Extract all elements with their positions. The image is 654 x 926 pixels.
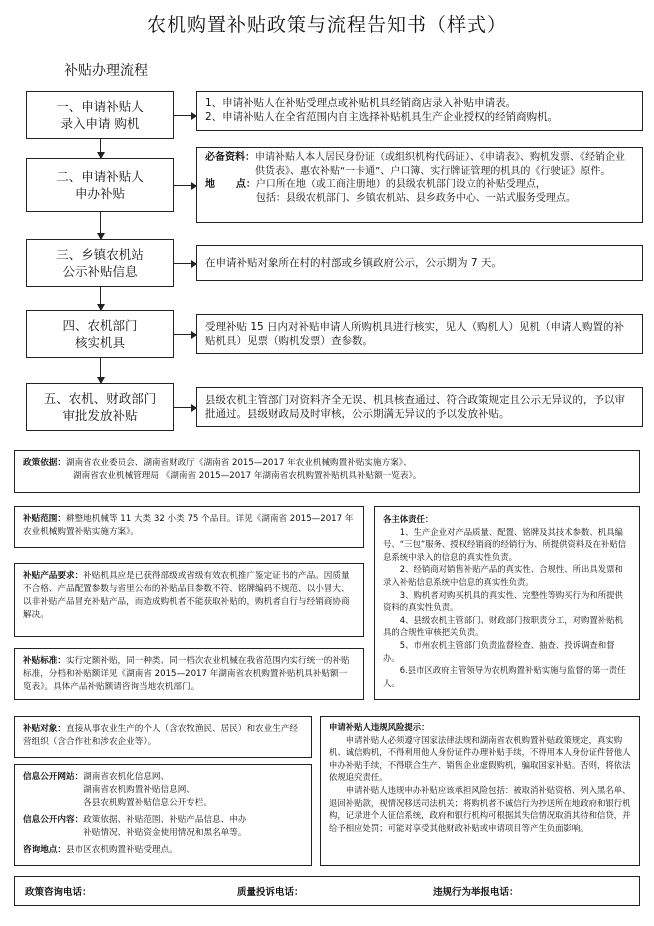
step-2-description bbox=[196, 147, 643, 223]
arrow-right-icon bbox=[174, 407, 196, 408]
step-4-box: 四、农机部门 核实机具 bbox=[26, 310, 174, 358]
report-phone-label: 违规行为举报电话： bbox=[433, 887, 519, 898]
step-5-box: 五、农机、财政部门 审批发放补贴 bbox=[26, 383, 174, 431]
info-content-label: 信息公开内容： bbox=[23, 815, 84, 825]
step-1-box: 一、申请补贴人 录入申请 购机 bbox=[26, 91, 174, 139]
info-sites-label: 信息公开网站： bbox=[23, 772, 84, 782]
product-requirements-box bbox=[14, 563, 364, 637]
responsibility-item: 4、县级农机主管部门、财政部门按职责分工，对购置补贴机具的合规性审核把关负责。 bbox=[383, 614, 623, 638]
section-title: 补贴办理流程 bbox=[64, 63, 148, 79]
policy-basis-label: 政策依据： bbox=[23, 458, 66, 468]
info-site-item: 各县农机购置补贴信息公开专栏。 bbox=[83, 798, 213, 808]
subsidy-standard-text: 实行定额补贴，同一种类、同一档次农业机械在我省范围内实行统一的补贴标准，分档和补贴额详见《湖南省 2015—2017 年湖南省农机购置补贴机具补贴额一览表》。具体产品补贴额请咨询当地农机部门。 bbox=[23, 656, 350, 692]
responsibility-item: 5、市州农机主管部门负责监督检查、抽查、投诉调查和督办。 bbox=[383, 639, 615, 663]
arrow-down-icon bbox=[100, 358, 101, 383]
step-5-text: 县级农机主管部门对资料齐全无误、机具核查通过、符合政策规定且公示无异议的，予以审批通过。县级财政局及时审核，公示期满无异议的予以发放补贴。 bbox=[205, 394, 625, 420]
subsidy-standard-label: 补贴标准： bbox=[23, 656, 66, 666]
policy-basis-box bbox=[14, 450, 640, 493]
step-3-text: 在申请补贴对象所在村的村部或乡镇政府公示，公示期为 7 天。 bbox=[205, 257, 502, 269]
policy-basis-line-1: 湖南省农业委员会、湖南省财政厅《湖南省 2015—2017 年农业机械购置补贴实施方案》、 bbox=[65, 458, 412, 468]
step-1-line-1: 1、申请补贴人在补贴受理点或补贴机具经销商店录入补贴申请表。 bbox=[205, 97, 517, 109]
responsibility-item: 3、购机者对购买机具的真实性、完整性等购买行为和所提供资料的真实性负责。 bbox=[383, 589, 623, 613]
place-text-2: 包括：县级农机部门、乡镇农机站、县乡政务中心、一站式服务受理点。 bbox=[255, 192, 576, 204]
responsibilities-box bbox=[374, 506, 640, 700]
product-requirements-label: 补贴产品要求： bbox=[23, 571, 84, 581]
arrow-right-icon bbox=[174, 334, 196, 335]
consult-phone-label: 政策咨询电话： bbox=[25, 887, 92, 898]
info-disclosure-box bbox=[14, 764, 312, 866]
step-5-description bbox=[196, 387, 643, 427]
policy-basis-line-2: 湖南省农业机械管理局 《湖南省 2015—2017 年湖南省农机购置补贴机具补贴额一览表》。 bbox=[73, 471, 422, 481]
info-content-line: 补贴情况、补贴资金使用情况和黑名单等。 bbox=[83, 828, 247, 838]
quality-phone-label: 质量投诉电话： bbox=[237, 887, 304, 898]
footer-phones bbox=[14, 876, 640, 906]
step-3-box: 三、乡镇农机站 公示补贴信息 bbox=[26, 239, 174, 287]
responsibility-item: 2、经销商对销售补贴产品的真实性、合规性、所出具发票和录入补贴信息系统中信息的真实性负责。 bbox=[383, 564, 623, 587]
subsidy-target-text: 直接从事农业生产的个人（含农牧渔民、居民）和农业生产经营组织（含合作社和涉农企业等）。 bbox=[23, 724, 299, 747]
product-requirements-text: 补贴机具应是已获得部级或省级有效农机推广鉴定证书的产品。因质量不合格、产品配置参数与省里公布的补贴品目参数不符、铭牌编码不规范、以小冒大、以非补贴产品冒充补贴产品，而造成购机者不能获取补贴的，购机者自行与经销商协商解决。 bbox=[23, 571, 350, 620]
arrow-down-icon bbox=[100, 287, 101, 310]
violation-notice-label: 申请补贴人违规风险提示： bbox=[329, 722, 430, 732]
step-2-box: 二、申请补贴人 申办补贴 bbox=[26, 158, 174, 212]
step-1-description bbox=[196, 91, 643, 131]
violation-notice-paragraph-2: 申请补贴人违规申办补贴应该承担风险包括：被取消补贴资格、列入黑名单、退回补贴款，视情况移送司法机关；将购机者不诚信行为抄送所在地政府和银行机构，记录进个人征信系统，政府和银行机构可根据其失信情况取消其待和信贷，并给予相应处罚；可能对享受其他财政补贴或申请项目等产生负面影响。 bbox=[329, 784, 631, 833]
info-site-item: 湖南省农机化信息网、 bbox=[83, 772, 170, 782]
place-label: 地 点： bbox=[205, 179, 256, 190]
consult-place-label: 咨询地点： bbox=[23, 845, 66, 855]
responsibilities-label: 各主体责任： bbox=[383, 514, 434, 524]
responsibility-item: 6.县市区政府主管领导为农机购置补贴实施与监督的第一责任人。 bbox=[383, 665, 626, 688]
subsidy-scope-text: 耕整地机械等 11 大类 32 小类 75 个品目。详见《湖南省 2015—2017 年农业机械购置补贴实施方案》。 bbox=[23, 514, 354, 537]
subsidy-scope-box bbox=[14, 506, 364, 548]
subsidy-target-box bbox=[14, 716, 312, 758]
arrow-down-icon bbox=[100, 212, 101, 239]
arrow-right-icon bbox=[174, 185, 196, 186]
required-docs-label: 必备资料： bbox=[205, 152, 255, 163]
required-docs-text: 申请补贴人本人居民身份证（或组织机构代码证）、《申请表》、购机发票、《经销企业供货表》、惠农补贴“一卡通”、户口簿、实行牌证管理的机具的《行驶证》原件。 bbox=[255, 152, 625, 177]
responsibility-item: 1、生产企业对产品质量、配置、铭牌及其技术参数、机具编号、“三包”服务、授权经销商的经销行为、所提供资料及在补贴信息系统中录入的信息的真实性负责。 bbox=[383, 526, 627, 562]
subsidy-standard-box bbox=[14, 648, 364, 700]
step-4-text: 受理补贴 15 日内对补贴申请人所购机具进行核实，见人（购机人）见机（申请人购置的补贴机具）见票（购机发票）查参数。 bbox=[205, 321, 625, 347]
step-3-description bbox=[196, 245, 643, 281]
page-title: 农机购置补贴政策与流程告知书（样式） bbox=[146, 14, 507, 36]
info-site-item: 湖南省农机购置补贴信息网、 bbox=[83, 785, 195, 795]
place-text: 户口所在地（或工商注册地）的县级农机部门设立的补贴受理点， bbox=[255, 179, 546, 190]
arrow-right-icon bbox=[174, 263, 196, 264]
violation-notice-box bbox=[320, 716, 640, 866]
arrow-right-icon bbox=[174, 115, 196, 116]
subsidy-scope-label: 补贴范围： bbox=[23, 514, 66, 524]
subsidy-target-label: 补贴对象： bbox=[23, 724, 66, 734]
consult-place-text: 县市区农机购置补贴受理点。 bbox=[65, 845, 178, 855]
step-1-line-2: 2、申请补贴人在全省范围内自主选择补贴机具生产企业授权的经销商购机。 bbox=[205, 111, 559, 123]
arrow-down-icon bbox=[100, 139, 101, 158]
step-4-description bbox=[196, 314, 643, 354]
info-content-line: 政策依据、补贴范围、补贴产品信息、申办 bbox=[83, 815, 247, 825]
violation-notice-paragraph-1: 申请补贴人必须遵守国家法律法规和湖南省农机购置补贴政策规定，真实购机、诚信购机，不得利用他人身份证件办理补贴手续，不得用本人身份证件替他人申办补贴手续，不得联合生产、销售企业虚假购机，骗取国家补贴。否则，将依法依规追究责任。 bbox=[329, 734, 631, 783]
